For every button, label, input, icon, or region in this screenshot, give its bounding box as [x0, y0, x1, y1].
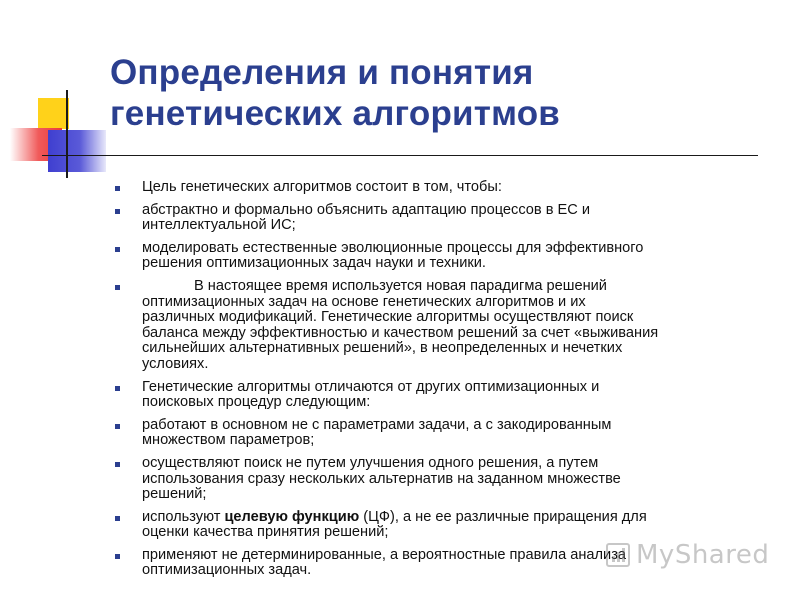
bullet-line: поисковых процедур следующим: — [142, 394, 371, 411]
bullet-text: (ЦФ), а не ее различные приращения для — [359, 508, 647, 525]
title-underline — [42, 155, 758, 156]
bullet-marker-icon — [115, 386, 120, 391]
bullet-emphasis: целевую функцию — [224, 508, 360, 525]
slide-title-line-2: генетических алгоритмов — [110, 94, 561, 133]
bullet-line: баланса между эффективностью и качеством решений за счет «выживания — [142, 324, 659, 341]
bullet-line: работают в основном не с параметрами задачи, а с закодированным — [142, 416, 612, 433]
bullet-marker-icon — [115, 462, 120, 467]
bullet-line: В настоящее время используется новая парадигма решений — [194, 277, 607, 294]
bullet-line: сильнейших альтернативных решений», в неопределенных и нечетких — [142, 340, 623, 357]
watermark — [606, 540, 769, 570]
bullet-line: множеством параметров; — [142, 432, 315, 449]
bullet-line: решений; — [142, 486, 207, 503]
bullet-line: абстрактно и формально объяснить адаптацию процессов в ЕС и — [142, 201, 591, 218]
bullet-item — [112, 180, 780, 196]
bullet-item — [112, 203, 780, 234]
slide-title-line-1: Определения и понятия — [110, 53, 534, 92]
bullet-line: решения оптимизационных задач науки и техники. — [142, 255, 486, 272]
bullet-line: оценки качества принятия решений; — [142, 524, 389, 541]
bullet-line: Цель генетических алгоритмов состоит в том, чтобы: — [142, 179, 502, 195]
bullet-marker-icon — [115, 554, 120, 559]
decor-blue-block — [48, 130, 106, 172]
bullet-item — [112, 241, 780, 272]
bullet-item — [112, 380, 780, 411]
bullet-marker-icon — [115, 186, 120, 191]
bullet-line: применяют не детерминированные, а вероятностные правила анализа — [142, 546, 627, 563]
watermark-text: MyShared — [636, 540, 770, 570]
decor-vertical-line — [66, 90, 68, 178]
bullet-marker-icon — [115, 516, 120, 521]
bullet-line: использования сразу нескольких альтернатив на заданном множестве — [142, 470, 621, 487]
bullet-line: оптимизационных задач на основе генетических алгоритмов и их — [142, 293, 586, 310]
bullet-line: осуществляют поиск не путем улучшения одного решения, а путем — [142, 454, 599, 471]
decor-yellow-square — [38, 98, 69, 129]
bullet-line: моделировать естественные эволюционные процессы для эффективного — [142, 239, 644, 256]
bullet-item — [112, 279, 780, 373]
bullet-line: Генетические алгоритмы отличаются от других оптимизационных и — [142, 378, 600, 395]
bullet-marker-icon — [115, 209, 120, 214]
bullet-item — [112, 456, 780, 503]
bullet-marker-icon — [115, 424, 120, 429]
bullet-item — [112, 510, 780, 541]
bullet-marker-icon — [115, 285, 120, 290]
slide-title — [110, 52, 770, 134]
bullet-marker-icon — [115, 247, 120, 252]
bullet-list — [112, 180, 780, 586]
bar-chart-icon — [606, 543, 630, 567]
bullet-line — [142, 510, 780, 526]
bullet-line: различных модификаций. Генетические алгоритмы осуществляют поиск — [142, 309, 634, 326]
bullet-line: интеллектуальной ИС; — [142, 217, 296, 234]
bullet-line: оптимизационных задач. — [142, 562, 312, 579]
bullet-item — [112, 418, 780, 449]
bullet-line: условиях. — [142, 355, 209, 372]
bullet-text: используют — [142, 508, 225, 525]
